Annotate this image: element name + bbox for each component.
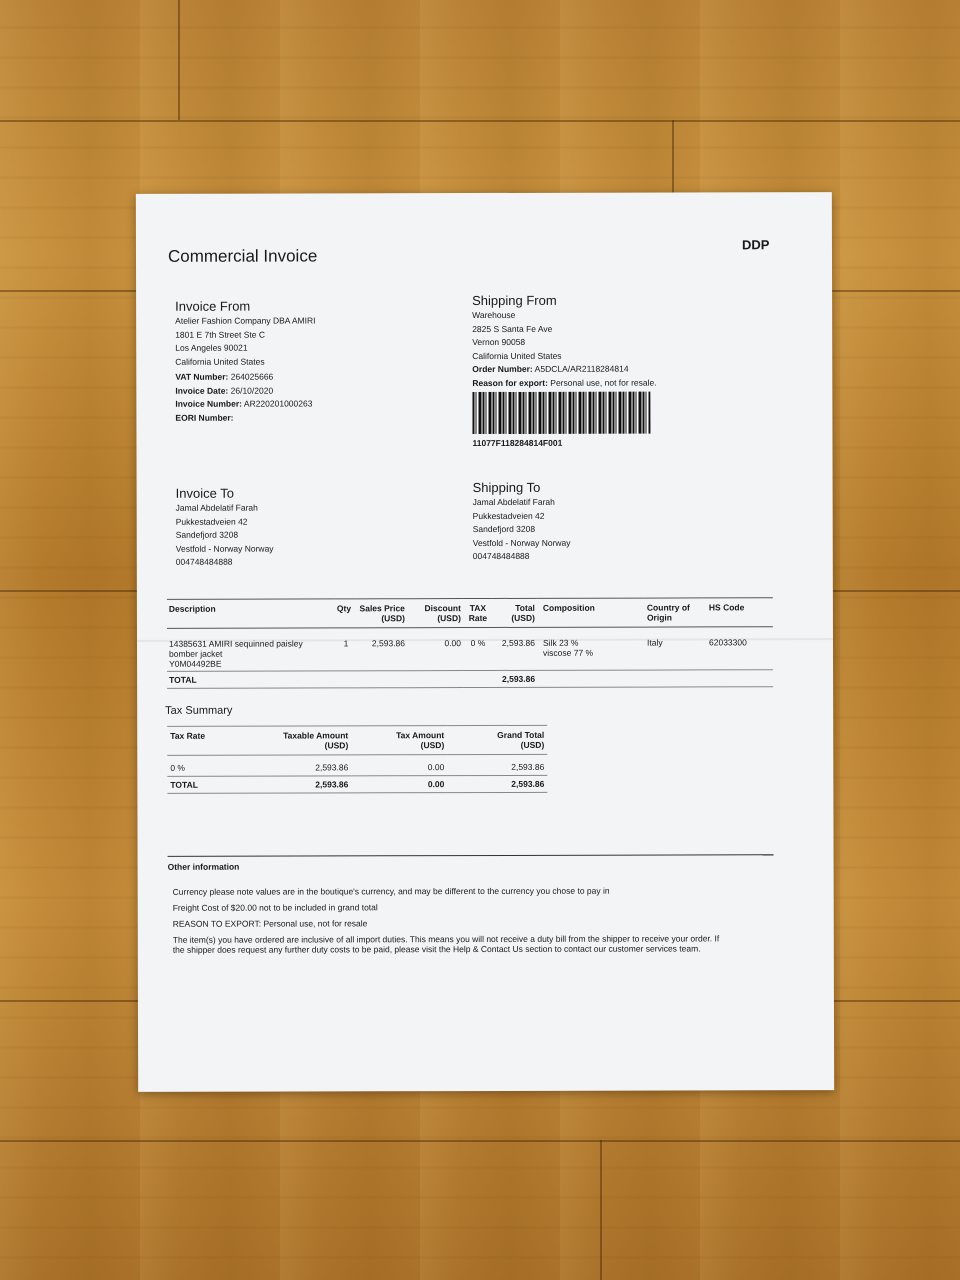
other-info-line: The item(s) you have ordered are inclusive of all import duties. This means you will not receive a duty bill from the shipper to receive your order. If: [172, 933, 720, 945]
invoice-date-value: 26/10/2020: [230, 385, 274, 396]
address-line: Jamal Abdelatif Farah: [175, 502, 258, 513]
col-qty: Qty: [335, 599, 357, 628]
col-discount: Discount (USD): [407, 599, 463, 628]
address-line: 2825 S Santa Fe Ave: [472, 323, 553, 334]
table-row: [167, 759, 547, 776]
address-line: Vestfold - Norway Norway: [472, 537, 571, 548]
item-country: Italy: [646, 637, 663, 648]
other-info-divider: [168, 854, 774, 857]
address-line: Pukkestadveien 42: [472, 510, 545, 521]
tax-summary-heading: Tax Summary: [165, 704, 233, 717]
col-hs-code: HS Code: [703, 598, 773, 627]
order-number-value: A5DCLA/AR2118284814: [534, 363, 629, 374]
reason-value: Personal use, not for resale.: [550, 377, 657, 388]
floor-plank-seam: [600, 1140, 602, 1280]
shipping-from-block: [472, 292, 772, 390]
tax-summary-table: [167, 725, 547, 794]
invoice-to-block: [176, 485, 456, 569]
address-line: California United States: [472, 350, 562, 361]
invoice-number-value: AR220201000263: [243, 398, 313, 409]
tax-row-taxable: 2,593.86: [315, 762, 349, 773]
document-title: Commercial Invoice: [167, 246, 318, 266]
item-total: 2,593.86: [501, 637, 536, 648]
order-number-label: Order Number:: [472, 363, 533, 375]
col-composition: Composition: [537, 598, 645, 627]
address-line: Vestfold - Norway Norway: [175, 543, 274, 554]
other-info-line: REASON TO EXPORT: Personal use, not for resale: [172, 918, 368, 929]
col-total: Total (USD): [493, 598, 537, 627]
shipping-from-heading: Shipping From: [472, 292, 557, 309]
invoice-from-block: [175, 298, 455, 425]
eori-label: EORI Number:: [175, 412, 234, 423]
shipping-to-block: [473, 479, 753, 563]
floor-plank-seam: [178, 0, 180, 120]
tax-total-label: TOTAL: [167, 776, 257, 793]
item-qty: 1: [343, 638, 349, 649]
address-line: Vernon 90058: [472, 336, 526, 348]
col-taxable-amount: Taxable Amount (USD): [257, 726, 351, 755]
address-line: Jamal Abdelatif Farah: [472, 496, 555, 508]
tax-row-grand: 2,593.86: [511, 761, 545, 772]
tax-summary-header-row: [167, 725, 547, 755]
col-description: Description: [167, 599, 335, 628]
col-tax-rate: Tax Rate: [167, 726, 257, 755]
other-info-heading: Other information: [167, 861, 240, 872]
shipping-to-heading: Shipping To: [472, 479, 541, 496]
address-line: Warehouse: [472, 309, 516, 321]
item-discount: 0.00: [444, 638, 462, 649]
invoice-number-label: Invoice Number:: [175, 398, 242, 409]
vat-value: 264025666: [230, 371, 274, 382]
col-tax-amount: Tax Amount (USD): [351, 726, 447, 755]
other-info-line: the shipper does request any further duty costs to be paid, please visit the Help & Contact Us section to contact our customer services team.: [172, 943, 701, 955]
tax-total-grand: 2,593.86: [447, 775, 547, 792]
other-info-body: [173, 885, 773, 955]
floor-plank-seam: [0, 120, 960, 122]
col-sales-price: Sales Price (USD): [357, 599, 407, 628]
item-hs-code: 62033300: [708, 637, 747, 648]
col-grand-total: Grand Total (USD): [447, 725, 547, 754]
floor-plank-seam: [0, 1140, 960, 1142]
item-tax-rate: 0 %: [470, 637, 486, 649]
item-composition: Silk 23 % viscose 77 %: [542, 637, 594, 658]
address-line: Pukkestadveien 42: [175, 516, 248, 527]
items-header-row: [167, 598, 773, 629]
address-line: Atelier Fashion Company DBA AMIRI: [175, 315, 316, 326]
invoice-paper: [136, 192, 834, 1092]
items-total-value: 2,593.86: [493, 670, 537, 687]
other-info-line: Freight Cost of $20.00 not to be included in grand total: [172, 902, 378, 913]
col-tax-rate: TAX Rate: [463, 598, 493, 627]
tax-total-tax-amount: 0.00: [351, 776, 447, 793]
other-info-line: Currency please note values are in the boutique's currency, and may be different to the currency you chose to pay in: [172, 885, 610, 897]
item-sales-price: 2,593.86: [371, 638, 406, 649]
tax-row-tax-amount: 0.00: [427, 762, 445, 773]
incoterm: DDP: [741, 237, 770, 253]
table-row: [167, 635, 773, 671]
tax-total-taxable: 2,593.86: [257, 776, 351, 793]
address-line: 1801 E 7th Street Ste C: [175, 329, 265, 340]
tax-row-rate: 0 %: [170, 762, 185, 773]
invoice-date-label: Invoice Date:: [175, 385, 229, 396]
address-line: Los Angeles 90021: [175, 342, 248, 353]
items-table: [167, 597, 773, 689]
barcode-text: 11077F118284814F001: [472, 437, 563, 449]
phone-line: 004748484888: [472, 550, 530, 562]
items-total-row: [167, 670, 773, 689]
address-line: California United States: [175, 356, 265, 367]
phone-line: 004748484888: [175, 556, 233, 567]
address-line: Sandefjord 3208: [175, 529, 239, 540]
address-line: Sandefjord 3208: [472, 523, 536, 535]
vat-label: VAT Number:: [175, 371, 229, 382]
invoice-to-heading: Invoice To: [175, 485, 234, 501]
col-country: Country of Origin: [645, 598, 703, 627]
reason-label: Reason for export:: [472, 377, 548, 388]
barcode-image: [472, 392, 650, 434]
tax-summary-total-row: [167, 775, 547, 793]
items-total-label: TOTAL: [167, 671, 335, 688]
item-description: 14385631 AMIRI sequinned paisley bomber jacket Y0M04492BE: [168, 638, 303, 669]
invoice-from-heading: Invoice From: [175, 298, 251, 314]
